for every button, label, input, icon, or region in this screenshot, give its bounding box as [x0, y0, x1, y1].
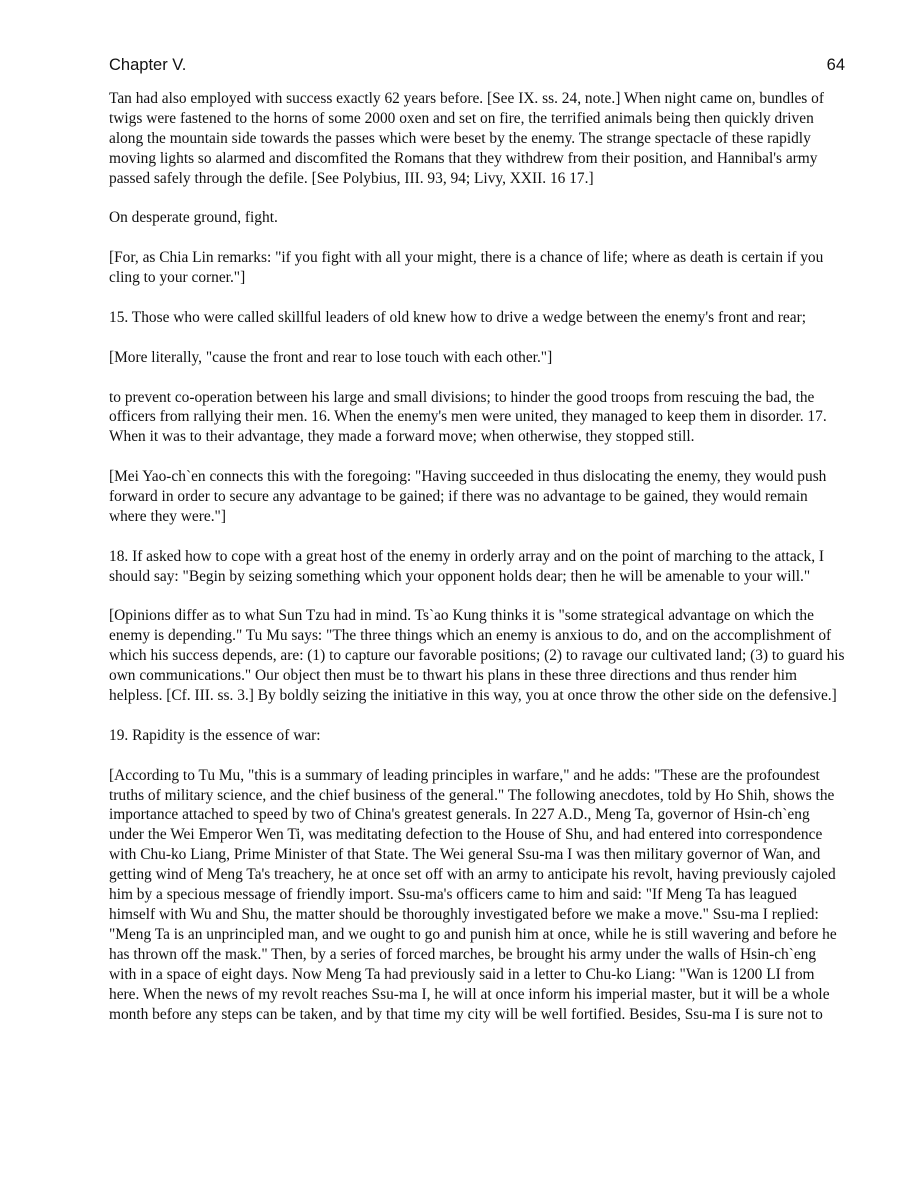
paragraph: Tan had also employed with success exactly 62 years before. [See IX. ss. 24, note.] When night came on, bundles of twigs were fastened to the horns of some 2000 oxen and set on fire, the terrified animals being then quickly driven along the mountain side towards the passes which were beset by the enemy. The strange spectacle of these rapidly moving lights so alarmed and discomfited the Romans that they withdrew from their position, and Hannibal's army passed safely through the defile. [See Polybius, III. 93, 94; Livy, XXII. 16 17.]: [109, 90, 824, 187]
paragraph: [More literally, "cause the front and rear to lose touch with each other."]: [109, 348, 553, 366]
paragraph: On desperate ground, fight.: [109, 209, 278, 227]
paragraph: [For, as Chia Lin remarks: "if you fight with all your might, there is a chance of life; where as death is certain if you cling to your corner."]: [109, 249, 824, 287]
paragraph: [Opinions differ as to what Sun Tzu had in mind. Ts`ao Kung thinks it is "some strategical advantage on which the enemy is depending." Tu Mu says: "The three things which an enemy is anxious to do, and on the accomplishment of which his success depends, are: (1) to capture our favorable positions; (2) to ravage our cultivated land; (3) to guard his own communications." Our object then must be to thwart his plans in these three directions and thus render him helpless. [Cf. III. ss. 3.] By boldly seizing the initiative in this way, you at once throw the other side on the defensive.]: [109, 607, 845, 705]
paragraph: to prevent co-operation between his large and small divisions; to hinder the good troops from rescuing the bad, the officers from rallying their men. 16. When the enemy's men were united, they managed to keep them in disorder. 17. When it was to their advantage, they made a forward move; when otherwise, they stopped still.: [109, 388, 827, 446]
page-header: [109, 56, 845, 78]
chapter-title: Chapter V.: [109, 56, 187, 74]
paragraph: [Mei Yao-ch`en connects this with the foregoing: "Having succeeded in thus dislocating the enemy, they would push forward in order to secure any advantage to be gained; if there was no advantage to be gained, they would remain where they were."]: [109, 468, 827, 525]
paragraph: 18. If asked how to cope with a great host of the enemy in orderly array and on the point of marching to the attack, I should say: "Begin by seizing something which your opponent holds dear; then he will be amenable to your will.": [109, 547, 825, 585]
page-number: 64: [826, 56, 845, 74]
page-body: [109, 89, 845, 1044]
paragraph: 19. Rapidity is the essence of war:: [109, 726, 321, 744]
paragraph: 15. Those who were called skillful leaders of old knew how to drive a wedge between the enemy's front and rear;: [109, 308, 806, 326]
paragraph: [According to Tu Mu, "this is a summary of leading principles in warfare," and he adds: "These are the profoundest truths of military science, and the chief business of the general." The following anecdotes, told by Ho Shih, shows the importance attached to speed by two of China's greatest generals. In 227 A.D., Meng Ta, governor of Hsin-ch`eng under the Wei Emperor Wen Ti, was meditating defection to the House of Shu, and had entered into correspondence with Chu-ko Liang, Prime Minister of that State. The Wei general Ssu-ma I was then military governor of Wan, and getting wind of Meng Ta's treachery, he at once set off with an army to anticipate his revolt, having previously cajoled him by a specious message of friendly import. Ssu-ma's officers came to him and said: "If Meng Ta has leagued himself with Wu and Shu, the matter should be thoroughly investigated before we make a move." Ssu-ma I replied: "Meng Ta is an unprincipled man, and we ought to go and punish him at once, while he is still wavering and before he has thrown off the mask." Then, by a series of forced marches, be brought his army under the walls of Hsin-ch`eng with in a space of eight days. Now Meng Ta had previously said in a letter to Chu-ko Liang: "Wan is 1200 LI from here. When the news of my revolt reaches Ssu-ma I, he will at once inform his imperial master, but it will be a whole month before any steps can be taken, and by that time my city will be well fortified. Besides, Ssu-ma I is sure not to: [109, 766, 837, 1023]
